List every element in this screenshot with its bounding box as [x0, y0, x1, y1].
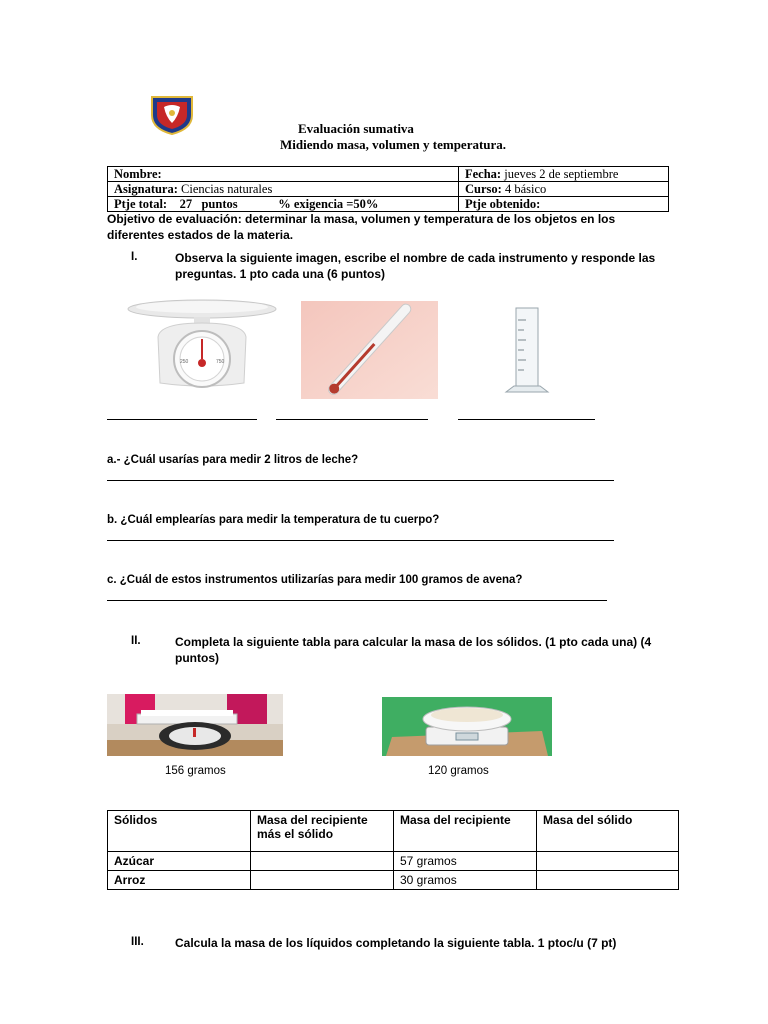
thermometer-image: [301, 301, 438, 399]
solids-mass-table: [107, 810, 679, 890]
svg-text:250: 250: [180, 359, 189, 365]
section-2-instruction-line2: puntos): [175, 651, 219, 665]
student-info-table: [107, 166, 669, 212]
table-header-cell: Sólidos: [108, 811, 251, 852]
question-b: b. ¿Cuál emplearías para medir la temperatura de tu cuerpo?: [107, 514, 440, 526]
question-c: c. ¿Cuál de estos instrumentos utilizarías para medir 100 gramos de avena?: [107, 574, 523, 586]
sugar-mass-caption: 156 gramos: [165, 765, 226, 777]
table-cell: Arroz: [108, 871, 251, 890]
answer-line-question-a[interactable]: [107, 480, 614, 481]
answer-line-instrument-1[interactable]: [107, 419, 257, 420]
asignatura-value: Ciencias naturales: [181, 182, 273, 196]
answer-cell[interactable]: [537, 852, 679, 871]
section-1-instruction-line1: Observa la siguiente imagen, escribe el nombre de cada instrumento y responde las: [175, 251, 656, 265]
table-cell: 57 gramos: [394, 852, 537, 871]
question-a: a.- ¿Cuál usarías para medir 2 litros de leche?: [107, 454, 359, 466]
graduated-cylinder-image: [462, 300, 592, 398]
answer-cell[interactable]: [251, 852, 394, 871]
ptje-total-value: 27: [179, 197, 193, 211]
table-cell: Azúcar: [108, 852, 251, 871]
fecha-value: jueves 2 de septiembre: [504, 167, 619, 181]
table-row: [108, 871, 679, 890]
curso-label: Curso:: [465, 182, 502, 196]
answer-cell[interactable]: [537, 871, 679, 890]
table-header-row: [108, 811, 679, 852]
asignatura-label: Asignatura:: [114, 182, 178, 196]
evaluation-objective: Objetivo de evaluación: determinar la masa, volumen y temperatura de los objetos en los diferentes estados de la materia.: [107, 212, 616, 242]
exigencia-text: % exigencia =50%: [278, 197, 379, 211]
answer-line-instrument-3[interactable]: [458, 419, 595, 420]
ptje-total-unit: puntos: [201, 197, 238, 211]
ptje-total-label: Ptje total:: [114, 197, 168, 211]
document-subtitle: Midiendo masa, volumen y temperatura.: [280, 137, 507, 152]
table-header-cell: Masa del recipiente más el sólido: [251, 811, 394, 852]
rice-on-scale-image: [382, 697, 552, 756]
answer-cell[interactable]: [251, 871, 394, 890]
table-header-cell: Masa del sólido: [537, 811, 679, 852]
section-2-number: II.: [131, 635, 141, 647]
fecha-label: Fecha:: [465, 167, 502, 181]
answer-line-question-b[interactable]: [107, 540, 614, 541]
section-3-number: III.: [131, 936, 144, 948]
table-row: [108, 852, 679, 871]
svg-text:750: 750: [216, 359, 225, 365]
school-crest-logo: [150, 95, 194, 135]
sugar-on-scale-image: [107, 694, 283, 756]
rice-mass-caption: 120 gramos: [428, 765, 489, 777]
kitchen-scale-image: [120, 293, 285, 393]
section-2-instruction-line1: Completa la siguiente tabla para calcular la masa de los sólidos. (1 pto cada una) (4: [175, 635, 652, 649]
section-1-number: I.: [131, 251, 138, 263]
document-title: Evaluación sumativa: [298, 121, 414, 136]
answer-line-question-c[interactable]: [107, 600, 607, 601]
table-header-cell: Masa del recipiente: [394, 811, 537, 852]
table-cell: 30 gramos: [394, 871, 537, 890]
section-1-instruction-line2: preguntas. 1 pto cada una (6 puntos): [175, 267, 386, 281]
nombre-label: Nombre:: [114, 167, 162, 181]
section-3-instruction: Calcula la masa de los líquidos completando la siguiente tabla. 1 ptoc/u (7 pt): [175, 936, 617, 950]
answer-line-instrument-2[interactable]: [276, 419, 428, 420]
ptje-obtenido-label: Ptje obtenido:: [465, 197, 541, 211]
curso-value: 4 básico: [504, 182, 547, 196]
